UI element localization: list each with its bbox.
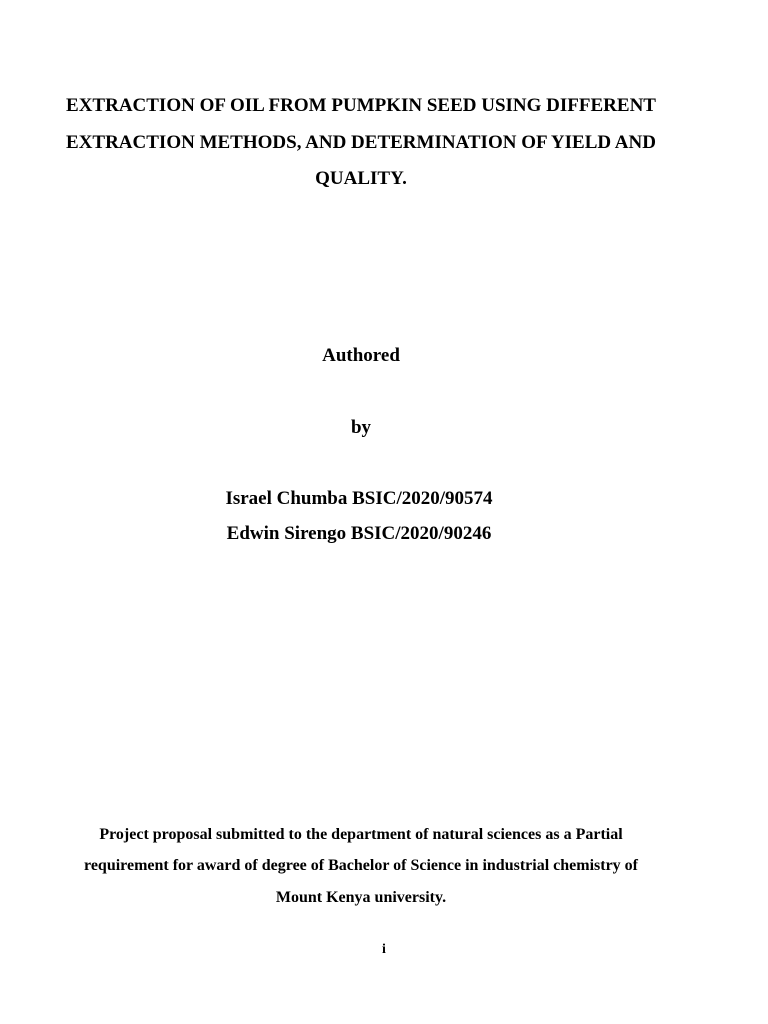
author-1: Israel Chumba BSIC/2020/90574 <box>225 488 493 509</box>
author-2: Edwin Sirengo BSIC/2020/90246 <box>226 523 492 544</box>
document-title-line-2: EXTRACTION METHODS, AND DETERMINATION OF YIELD AND <box>66 132 656 153</box>
proposal-statement-line-3: Mount Kenya university. <box>275 889 447 906</box>
proposal-statement-line-1: Project proposal submitted to the department of natural sciences as a Partial <box>99 826 623 843</box>
by-label: by <box>350 417 372 438</box>
authored-label: Authored <box>322 345 400 366</box>
page-number: i <box>382 942 386 957</box>
document-title-line-3: QUALITY. <box>315 168 407 189</box>
proposal-statement-line-2: requirement for award of degree of Bachelor of Science in industrial chemistry of <box>84 857 638 874</box>
document-title-line-1: EXTRACTION OF OIL FROM PUMPKIN SEED USING DIFFERENT <box>66 95 656 116</box>
